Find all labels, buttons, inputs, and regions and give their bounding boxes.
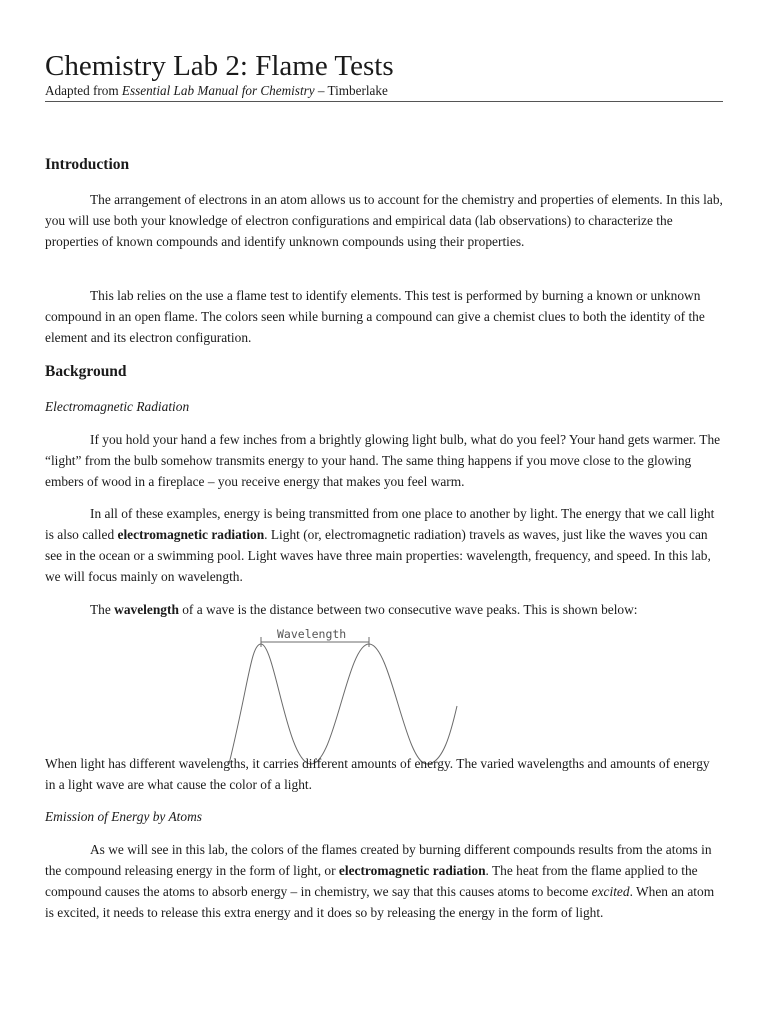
term-excited: excited — [591, 884, 630, 899]
emission-heading: Emission of Energy by Atoms — [45, 809, 202, 824]
term-electromagnetic-radiation: electromagnetic radiation — [117, 527, 265, 542]
introduction-paragraph-2: This lab relies on the use a flame test to identify elements. This test is performed by burning a known or unknown compound in an open flame. The colors seen while burning a compound can give a chemist clues to both the identity of the element and its electron configuration. — [45, 288, 705, 345]
wavelength-diagram — [229, 622, 469, 772]
subtitle-prefix: Adapted from — [45, 83, 122, 98]
subtitle-book-title: Essential Lab Manual for Chemistry — [121, 83, 315, 98]
background-heading: Background — [45, 363, 127, 380]
wave-illustration — [229, 622, 469, 772]
page-subtitle — [45, 83, 388, 99]
background-paragraph-4: When light has different wavelengths, it carries different amounts of energy. The varied wavelengths and amounts of energy in a light wave are what cause the color of a light. — [45, 756, 710, 792]
term-wavelength: wavelength — [114, 602, 179, 617]
wavelength-label: Wavelength — [277, 627, 347, 641]
background-paragraph-3: The wavelength of a wave is the distance between two consecutive wave peaks. This is shown below: — [90, 602, 638, 617]
page-title: Chemistry Lab 2: Flame Tests — [45, 50, 394, 82]
title-divider — [45, 101, 723, 102]
term-electromagnetic-radiation-2: electromagnetic radiation — [338, 863, 486, 878]
background-paragraph-5: As we will see in this lab, the colors of the flames created by burning different compounds results from the atoms in the compound releasing energy in the form of light, or electromagnetic radiation. The heat from the flame applied to the compound causes the atoms to absorb energy – in chemistry, we say that this causes atoms to become excited. When an atom is excited, it needs to release this extra energy and it does so by releasing the energy in the form of light. — [45, 842, 715, 920]
electromagnetic-radiation-heading: Electromagnetic Radiation — [45, 399, 190, 414]
sine-wave — [229, 644, 457, 764]
background-paragraph-2: In all of these examples, energy is being transmitted from one place to another by light. The energy that we call light is also called electromagnetic radiation. Light (or, electromagnetic radiation) travels as waves, just like the waves you can see in the ocean or a swimming pool. Light waves have three main properties: wavelength, frequency, and speed. In this lab, we will focus mainly on wavelength. — [45, 506, 715, 584]
introduction-paragraph-1: The arrangement of electrons in an atom allows us to account for the chemistry and properties of elements. In this lab, you will use both your knowledge of electron configurations and empirical data (lab observations) to characterize the properties of known compounds and identify unknown compounds using their properties. — [45, 192, 723, 249]
background-paragraph-1: If you hold your hand a few inches from a brightly glowing light bulb, what do you feel? Your hand gets warmer. The “light” from the bulb somehow transmits energy to your hand. The same thing happens if you move close to the glowing embers of wood in a fireplace – you receive energy that makes you feel warm. — [45, 432, 721, 489]
subtitle-author: – Timberlake — [314, 83, 388, 98]
introduction-heading: Introduction — [45, 156, 130, 173]
